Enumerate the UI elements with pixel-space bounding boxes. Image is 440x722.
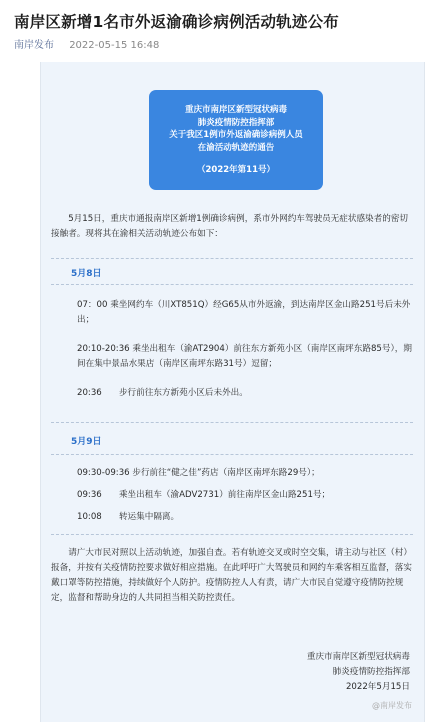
signature-line: 肺炎疫情防控指挥部 [332, 667, 410, 677]
article-datetime: 2022-05-15 16:48 [69, 40, 160, 51]
article-source-link[interactable]: 南岸发布 [14, 40, 54, 51]
divider [51, 454, 413, 455]
signature-line: 重庆市南岸区新型冠状病毒 [306, 652, 410, 662]
day-date: 5月9日 [71, 437, 102, 447]
notice-header-line: 重庆市南岸区新型冠状病毒 [184, 105, 287, 115]
notice-intro: 5月15日，重庆市通报南岸区新增1例确诊病例，系市外网约车驾驶员无症状感染者的密切接触者。现将其在渝相关活动轨迹公布如下： [51, 214, 409, 239]
notice-header-line: 关于我区1例市外返渝确诊病例人员 [169, 130, 303, 140]
timeline-item: 20:36 步行前往东方新苑小区后未外出。 [77, 388, 248, 398]
article-meta [14, 36, 159, 51]
divider [51, 284, 413, 285]
notice-header-line: 肺炎疫情防控指挥部 [197, 117, 275, 128]
divider [51, 422, 413, 423]
timeline-item: 07：00 乘坐网约车（川XT851Q）经G65从市外返渝，到达南岸区金山路251号后未外出； [77, 300, 411, 325]
day-date: 5月8日 [71, 269, 102, 279]
notice-number: （2022年第11号） [197, 165, 275, 175]
notice-header-box [149, 90, 323, 190]
notice-image [40, 62, 425, 722]
timeline-item: 09:30-09:36 步行前往“健之佳”药店（南岸区南坪东路29号）； [77, 468, 320, 478]
signature-date: 2022年5月15日 [345, 682, 410, 692]
article-title: 南岸区新增1名市外返渝确诊病例活动轨迹公布 [14, 13, 339, 31]
watermark: @南岸发布 [372, 701, 412, 710]
notice-signature [307, 650, 410, 695]
timeline-item: 10:08 转运集中隔离。 [77, 512, 180, 522]
notice-closing: 请广大市民对照以上活动轨迹，加强自查。若有轨迹交叉或时空交集，请主动与社区（村）报备，并按有关疫情防控要求做好相应措施。在此呼吁广大驾驶员和网约车乘客相互监督，落实戴口罩等防控措施，持续做好个人防护。疫情防控人人有责，请广大市民自觉遵守疫情防控规定，监督和帮助身边的人共同担当相关防控责任。 [51, 548, 412, 603]
timeline-item: 09:36 乘坐出租车（渝ADV2731）前往南岸区金山路251号； [77, 490, 331, 500]
divider [51, 258, 413, 259]
timeline-item: 20:10-20:36 乘坐出租车（渝AT2904）前往东方新苑小区（南岸区南坪东路85号），期间在集中景品水果店（南岸区南坪东路31号）逗留； [77, 344, 412, 369]
divider [51, 534, 413, 535]
notice-header-line: 在渝活动轨迹的通告 [197, 142, 275, 153]
